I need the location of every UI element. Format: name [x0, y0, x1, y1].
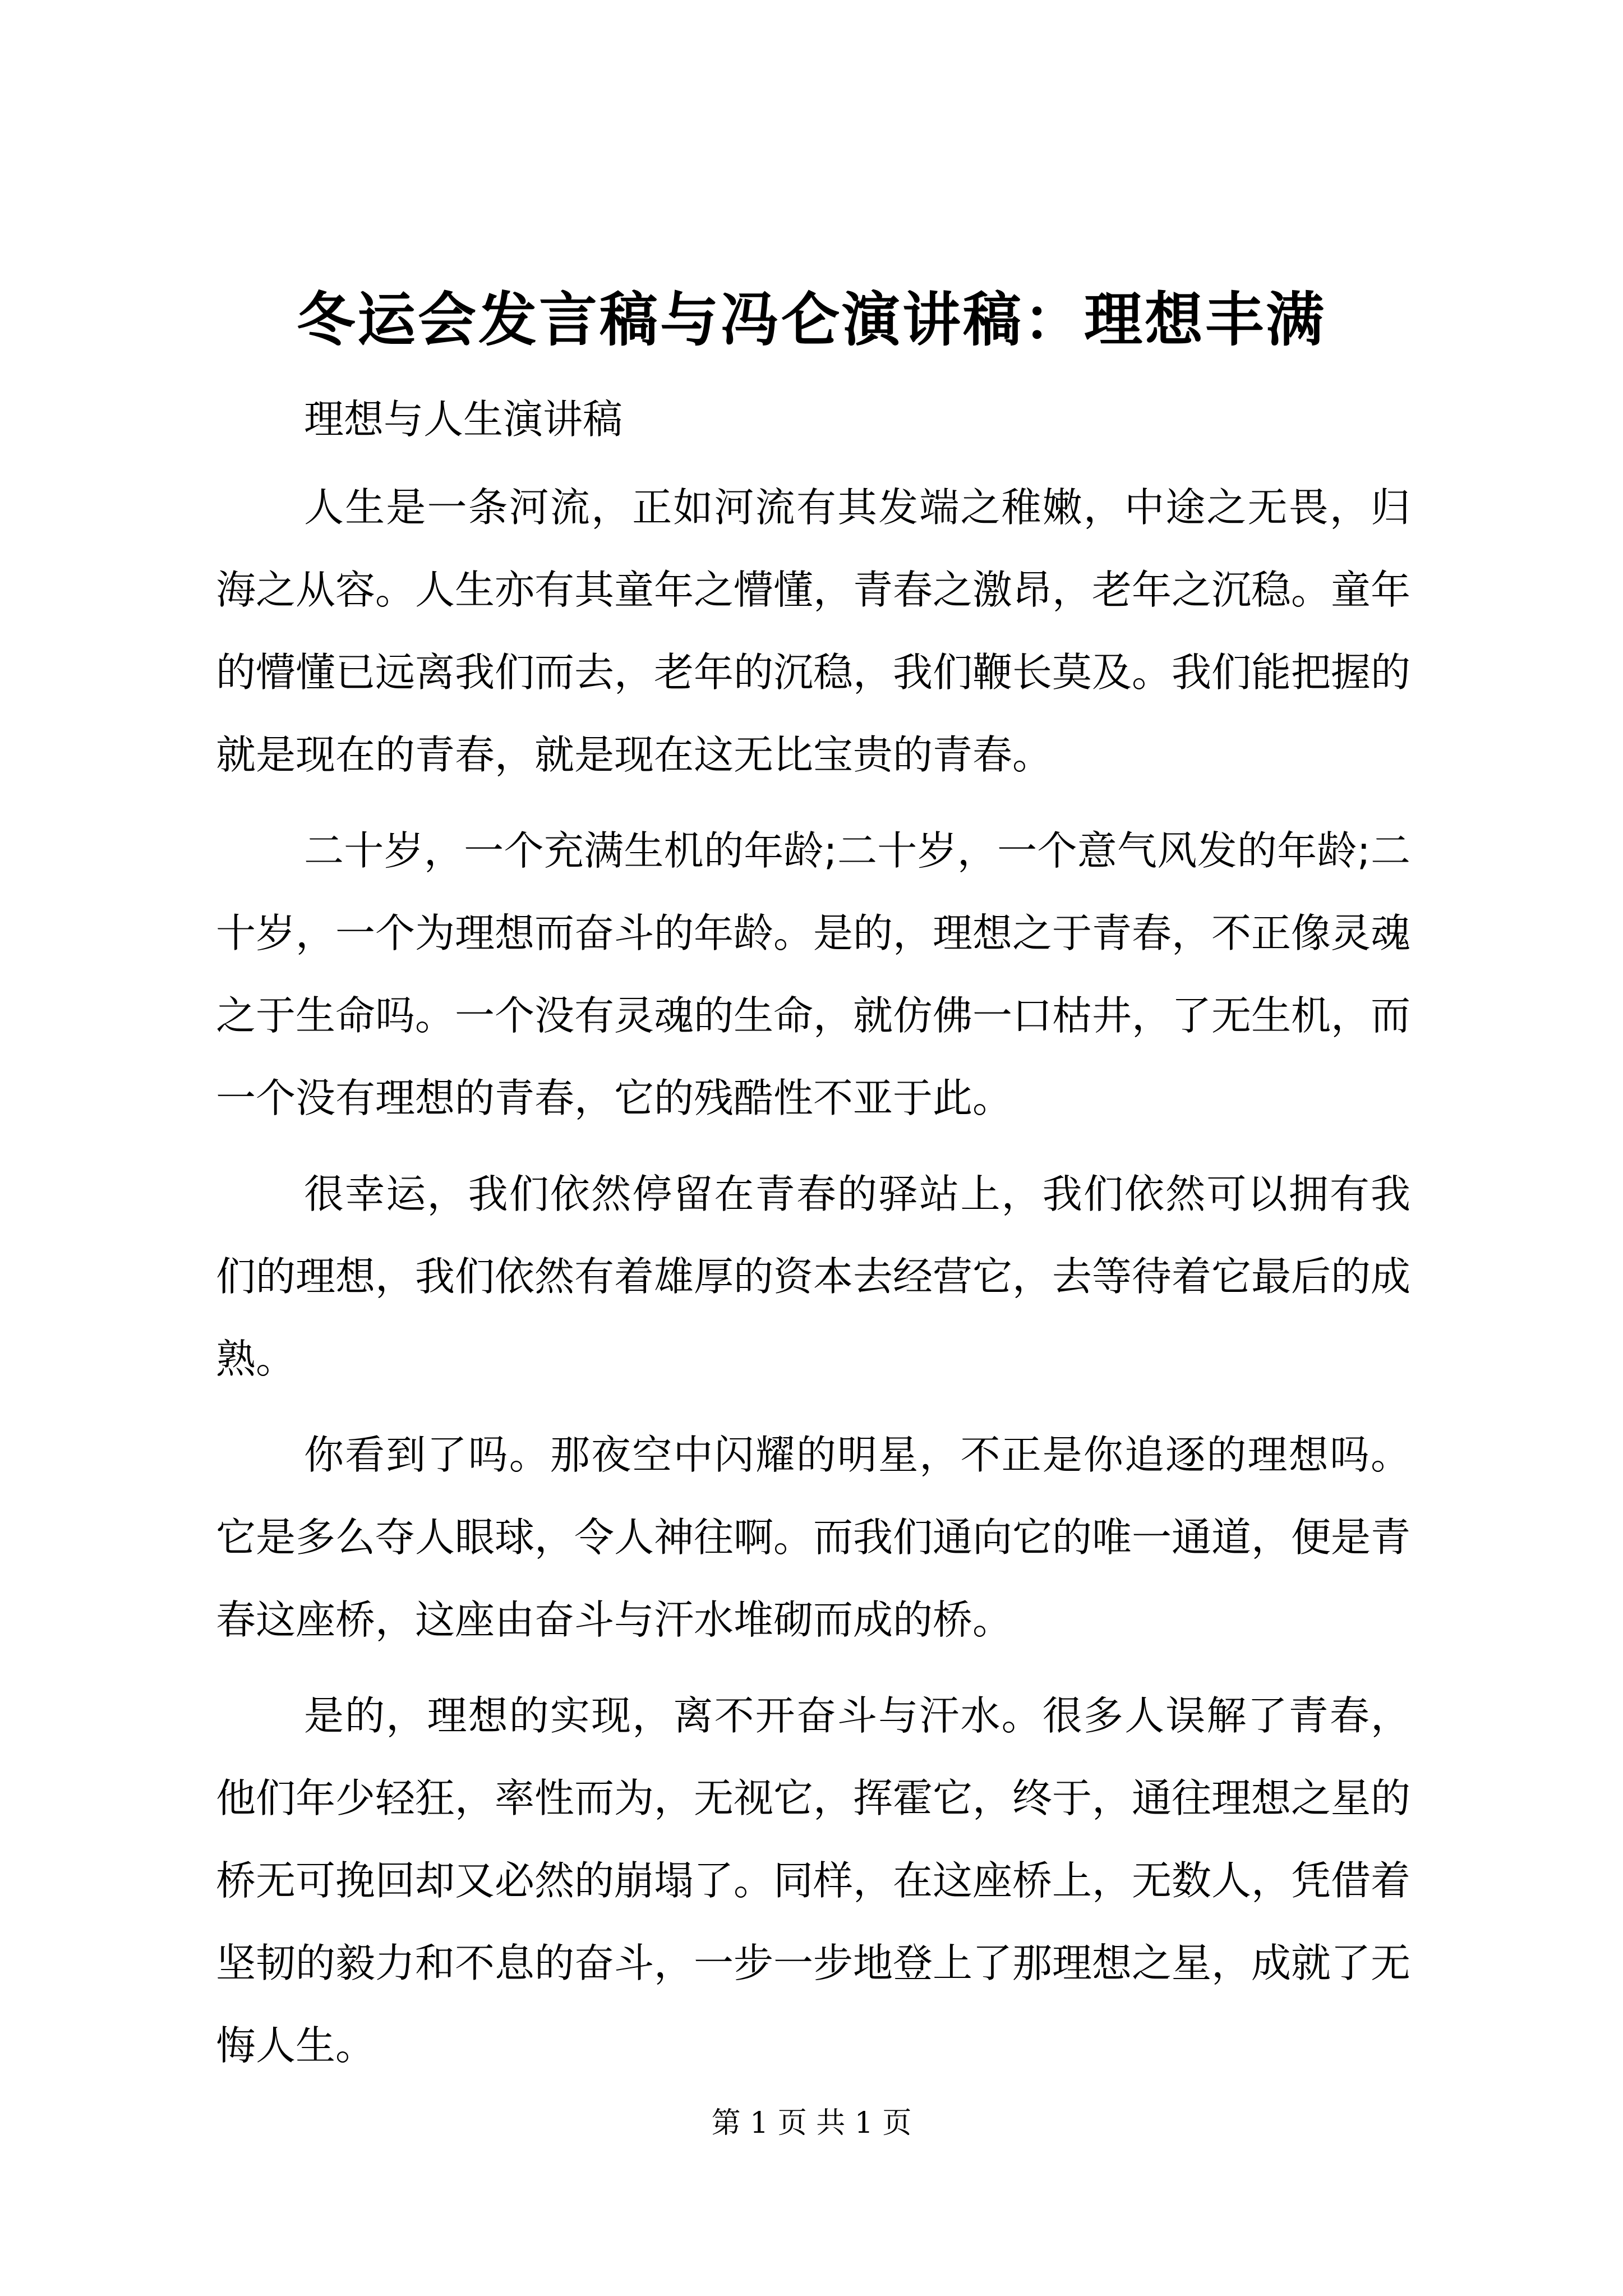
paragraph-2: 二十岁，一个充满生机的年龄;二十岁，一个意气风发的年龄;二十岁，一个为理想而奋斗的年龄。是的，理想之于青春，不正像灵魂之于生命吗。一个没有灵魂的生命，就仿佛一口枯井，了无生机，而一个没有理想的青春，它的残酷性不亚于此。	[216, 827, 1411, 1121]
document-subtitle: 理想与人生演讲稿	[304, 396, 623, 443]
paragraph-5: 是的，理想的实现，离不开奋斗与汗水。很多人误解了青春，他们年少轻狂，率性而为，无视它，挥霍它，终于，通往理想之星的桥无可挽回却又必然的崩塌了。同样，在这座桥上，无数人，凭借着坚韧的毅力和不息的奋斗，一步一步地登上了那理想之星，成就了无悔人生。	[216, 1692, 1411, 2069]
paragraph-4: 你看到了吗。那夜空中闪耀的明星，不正是你追逐的理想吗。它是多么夺人眼球，令人神往啊。而我们通向它的唯一通道，便是青春这座桥，这座由奋斗与汗水堆砌而成的桥。	[216, 1432, 1411, 1643]
document-title: 冬运会发言稿与冯仑演讲稿：理想丰满	[296, 285, 1326, 354]
page-footer	[0, 2104, 1623, 2143]
document-body	[216, 387, 1410, 2100]
paragraph-3: 很幸运，我们依然停留在青春的驿站上，我们依然可以拥有我们的理想，我们依然有着雄厚的资本去经营它，去等待着它最后的成熟。	[216, 1171, 1411, 1382]
page-number-label: 第 1 页 共 1 页	[711, 2106, 912, 2140]
paragraph-1: 人生是一条河流，正如河流有其发端之稚嫩，中途之无畏，归海之从容。人生亦有其童年之懵懂，青春之激昂，老年之沉稳。童年的懵懂已远离我们而去，老年的沉稳，我们鞭长莫及。我们能把握的就是现在的青春，就是现在这无比宝贵的青春。	[216, 484, 1411, 778]
